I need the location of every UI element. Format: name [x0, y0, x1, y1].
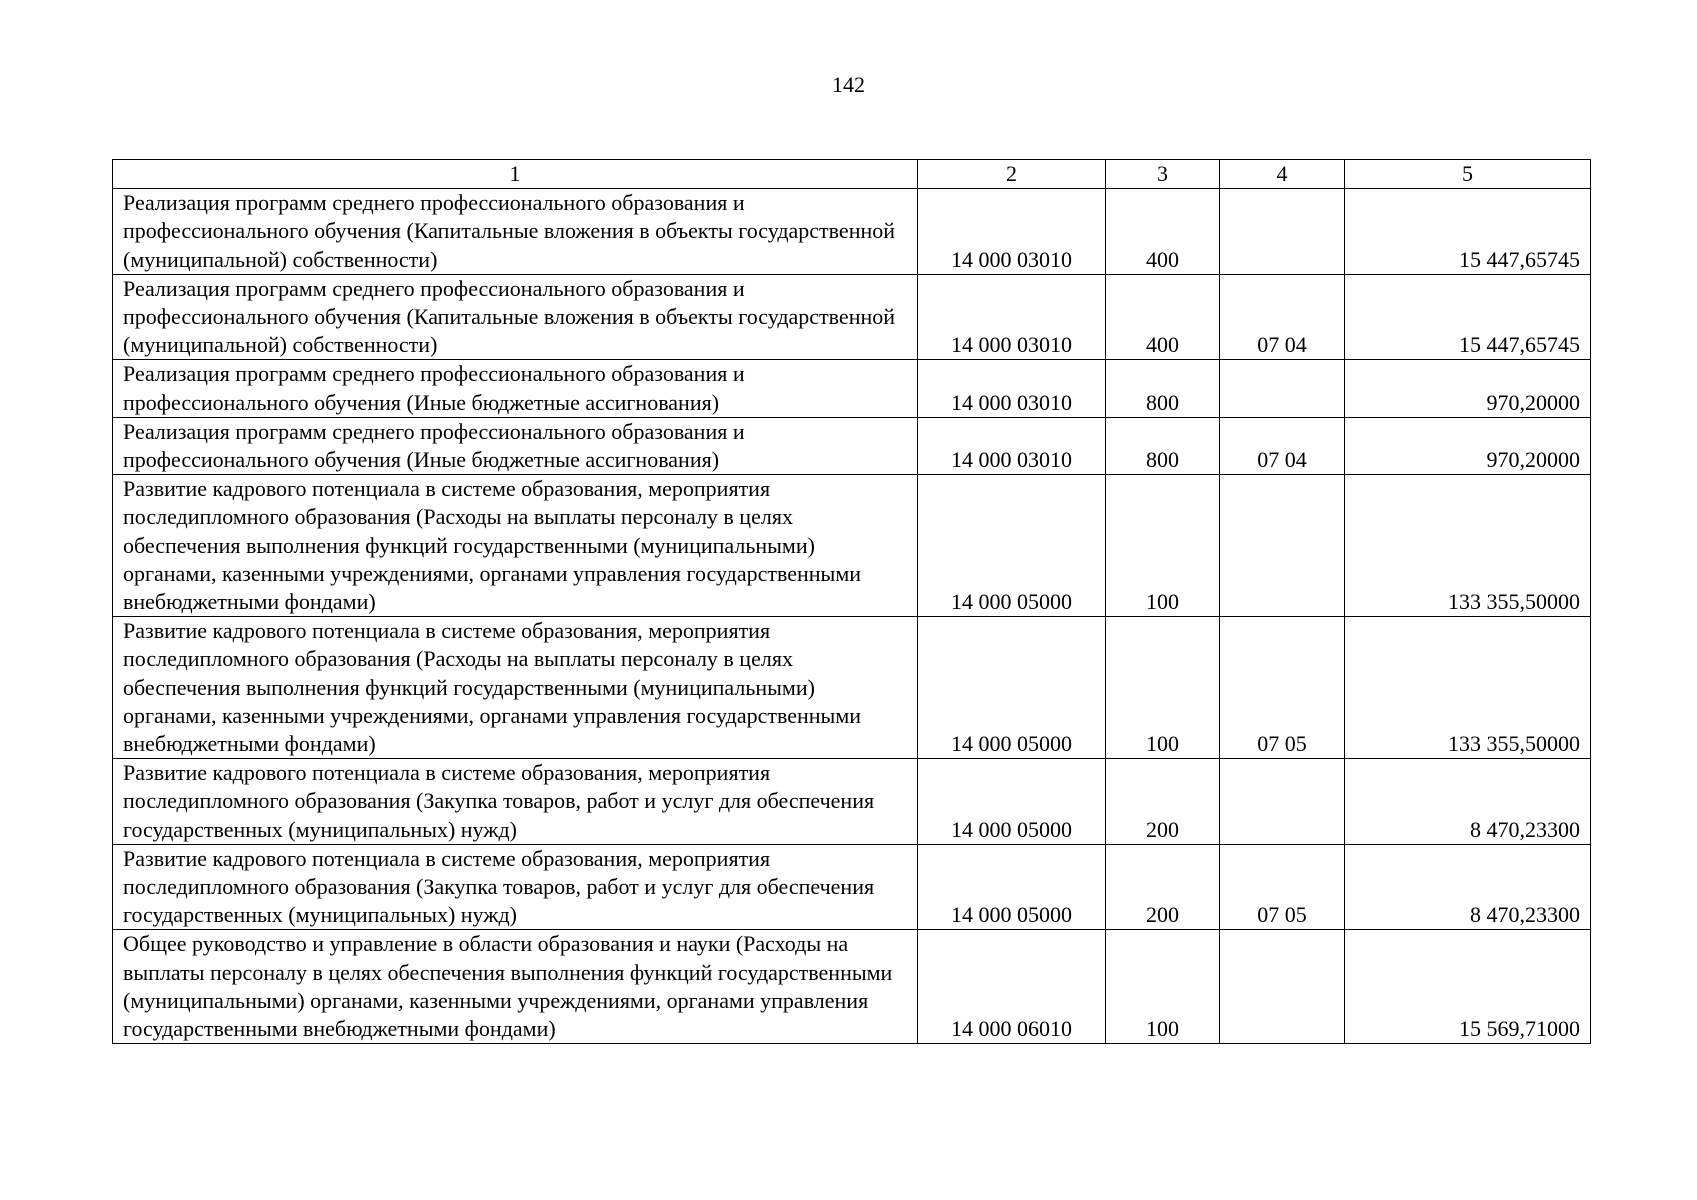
- row-target-code: 14 000 05000: [918, 617, 1106, 759]
- row-amount: 15 447,65745: [1345, 189, 1591, 275]
- table-row: [113, 617, 1591, 759]
- row-amount: 970,20000: [1345, 360, 1591, 417]
- row-description: Общее руководство и управление в области образования и науки (Расходы на выплаты персоналу в целях обеспечения выполнения функций государственными (муниципальными) органами, казенными учреждениями, органами управления государственными внебюджетными фондами): [113, 930, 918, 1044]
- row-target-code: 14 000 03010: [918, 417, 1106, 474]
- row-amount: 133 355,50000: [1345, 475, 1591, 617]
- table-row: [113, 274, 1591, 360]
- row-description: Реализация программ среднего профессионального образования и профессионального обучения (Капитальные вложения в объекты государственной (муниципальной) собственности): [113, 189, 918, 275]
- row-amount: 8 470,23300: [1345, 759, 1591, 845]
- column-header-1: 1: [113, 160, 918, 189]
- table-row: [113, 417, 1591, 474]
- row-expense-type: 200: [1106, 759, 1220, 845]
- row-section-code: [1220, 475, 1345, 617]
- row-description: Развитие кадрового потенциала в системе образования, мероприятия последипломного образования (Закупка товаров, работ и услуг для обеспечения государственных (муниципальных) нужд): [113, 759, 918, 845]
- row-description: Реализация программ среднего профессионального образования и профессионального обучения (Иные бюджетные ассигнования): [113, 417, 918, 474]
- row-description: Развитие кадрового потенциала в системе образования, мероприятия последипломного образования (Расходы на выплаты персоналу в целях обеспечения выполнения функций государственными (муниципальными) органами, казенными учреждениями, органами управления государственными внебюджетными фондами): [113, 475, 918, 617]
- row-section-code: 07 05: [1220, 617, 1345, 759]
- row-target-code: 14 000 05000: [918, 844, 1106, 930]
- row-amount: 8 470,23300: [1345, 844, 1591, 930]
- row-target-code: 14 000 03010: [918, 189, 1106, 275]
- row-section-code: [1220, 189, 1345, 275]
- row-expense-type: 800: [1106, 360, 1220, 417]
- row-target-code: 14 000 03010: [918, 274, 1106, 360]
- row-amount: 15 447,65745: [1345, 274, 1591, 360]
- row-target-code: 14 000 05000: [918, 475, 1106, 617]
- row-description: Реализация программ среднего профессионального образования и профессионального обучения (Иные бюджетные ассигнования): [113, 360, 918, 417]
- row-section-code: 07 04: [1220, 417, 1345, 474]
- row-amount: 133 355,50000: [1345, 617, 1591, 759]
- row-expense-type: 200: [1106, 844, 1220, 930]
- row-section-code: [1220, 759, 1345, 845]
- row-expense-type: 800: [1106, 417, 1220, 474]
- table-row: [113, 360, 1591, 417]
- table-row: [113, 475, 1591, 617]
- row-target-code: 14 000 03010: [918, 360, 1106, 417]
- row-amount: 15 569,71000: [1345, 930, 1591, 1044]
- row-expense-type: 100: [1106, 617, 1220, 759]
- table-row: [113, 759, 1591, 845]
- table-row: [113, 930, 1591, 1044]
- row-expense-type: 100: [1106, 930, 1220, 1044]
- row-description: Реализация программ среднего профессионального образования и профессионального обучения (Капитальные вложения в объекты государственной (муниципальной) собственности): [113, 274, 918, 360]
- row-expense-type: 400: [1106, 274, 1220, 360]
- column-header-3: 3: [1106, 160, 1220, 189]
- row-description: Развитие кадрового потенциала в системе образования, мероприятия последипломного образования (Закупка товаров, работ и услуг для обеспечения государственных (муниципальных) нужд): [113, 844, 918, 930]
- row-section-code: 07 05: [1220, 844, 1345, 930]
- row-target-code: 14 000 05000: [918, 759, 1106, 845]
- budget-table: [112, 159, 1591, 1044]
- table-row: [113, 844, 1591, 930]
- row-amount: 970,20000: [1345, 417, 1591, 474]
- column-header-2: 2: [918, 160, 1106, 189]
- row-expense-type: 100: [1106, 475, 1220, 617]
- row-section-code: [1220, 360, 1345, 417]
- table-header-row: [113, 160, 1591, 189]
- row-target-code: 14 000 06010: [918, 930, 1106, 1044]
- page-number: 142: [832, 72, 865, 97]
- row-expense-type: 400: [1106, 189, 1220, 275]
- row-section-code: [1220, 930, 1345, 1044]
- column-header-4: 4: [1220, 160, 1345, 189]
- table-row: [113, 189, 1591, 275]
- column-header-5: 5: [1345, 160, 1591, 189]
- row-section-code: 07 04: [1220, 274, 1345, 360]
- row-description: Развитие кадрового потенциала в системе образования, мероприятия последипломного образования (Расходы на выплаты персоналу в целях обеспечения выполнения функций государственными (муниципальными) органами, казенными учреждениями, органами управления государственными внебюджетными фондами): [113, 617, 918, 759]
